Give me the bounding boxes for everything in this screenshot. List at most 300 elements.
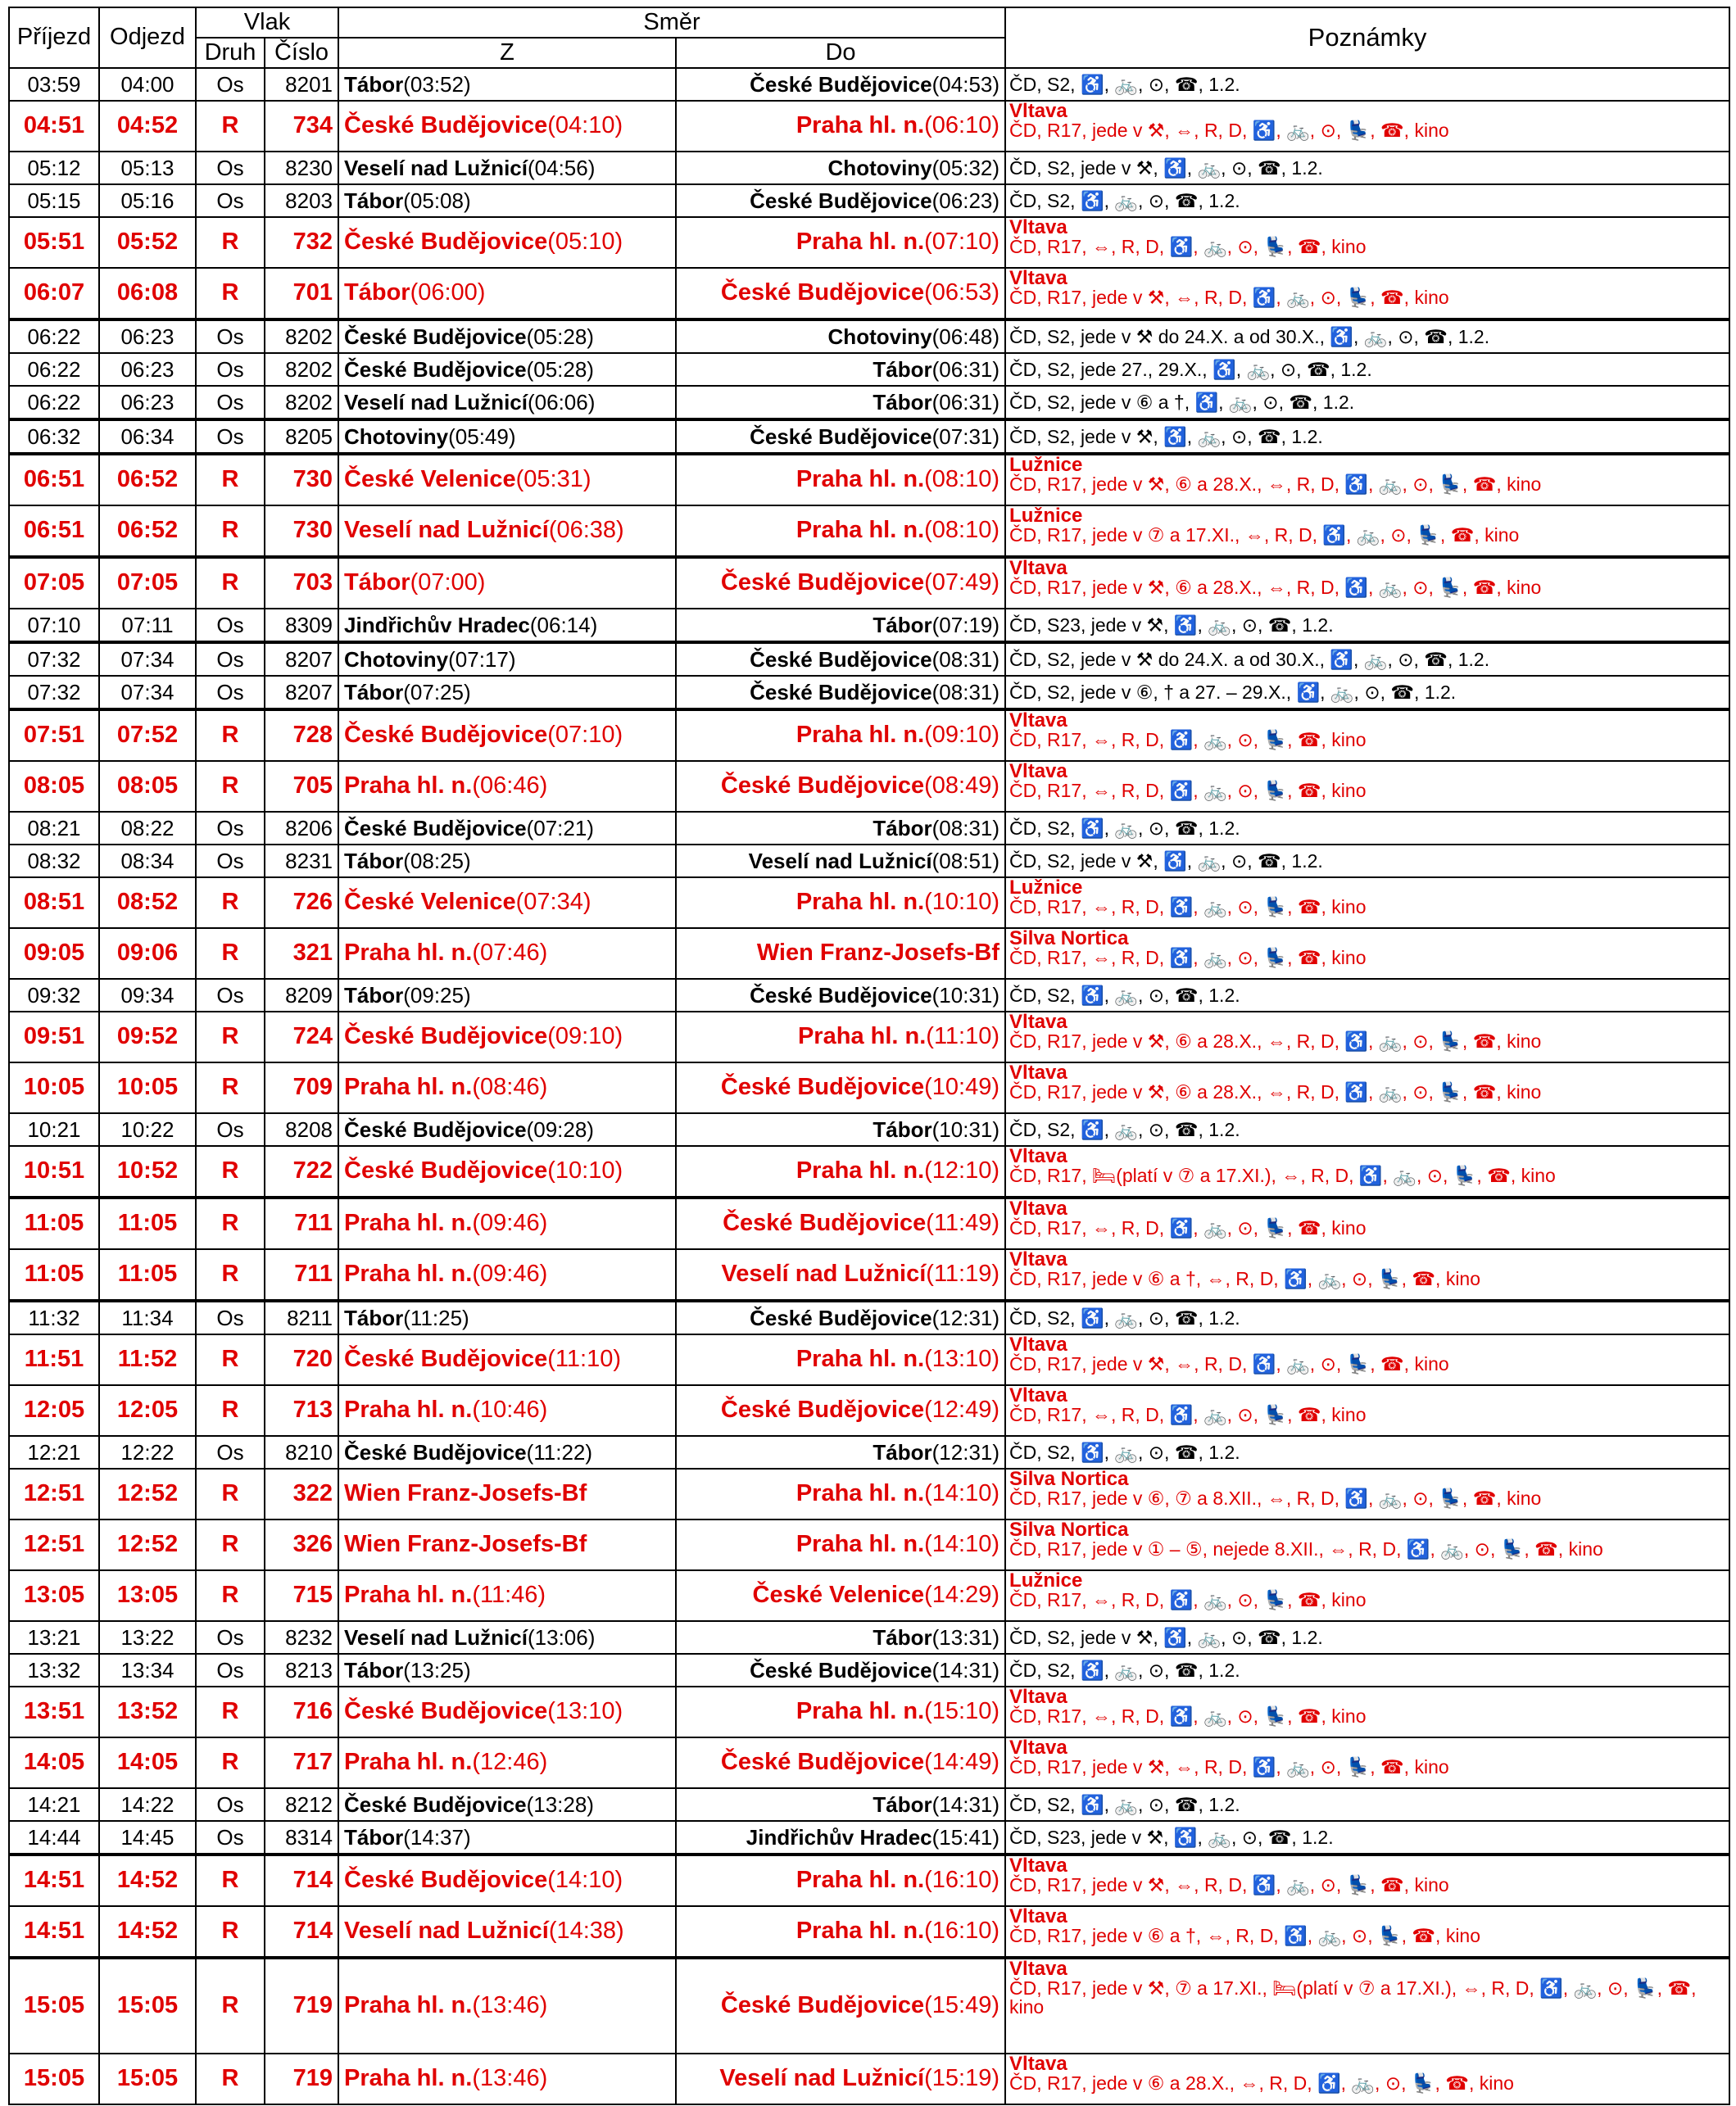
cell-fs: České Budějovice <box>344 1157 548 1184</box>
arrival-time <box>9 217 99 268</box>
cell-ft: (11:10) <box>547 1346 621 1373</box>
to-station <box>676 319 1005 353</box>
from-station <box>338 979 676 1012</box>
cell-note: ČD, R17, jede v ① – ⑤, nejede 8.XII., ⇔, R, D, ♿, 🚲, ⊙, 💺, ☎, kino <box>1009 1538 1603 1560</box>
notes <box>1005 419 1729 454</box>
cell-ft: (05:08) <box>403 188 471 213</box>
cell-arr: 07:51 <box>23 722 85 749</box>
cell-num: 8213 <box>285 1657 333 1683</box>
from-station <box>338 419 676 454</box>
cell-name: Silva Nortica <box>1009 1469 1129 1490</box>
cell-tt: (12:10) <box>924 1157 1000 1184</box>
notes <box>1005 68 1729 101</box>
cell-num: 705 <box>292 772 333 799</box>
train-number <box>265 709 338 761</box>
notes <box>1005 845 1729 877</box>
train-number <box>265 505 338 557</box>
cell-num: 716 <box>292 1698 333 1725</box>
departure-time <box>99 1821 196 1855</box>
cell-ft: (05:49) <box>448 423 516 449</box>
cell-note: ČD, S2, jede v ⑥ a †, ♿, 🚲, ⊙, ☎, 1.2. <box>1009 391 1355 413</box>
cell-dep: 12:52 <box>116 1531 179 1558</box>
notes <box>1005 1788 1729 1821</box>
departure-time <box>99 505 196 557</box>
cell-type: R <box>221 112 239 139</box>
cell-fs: České Budějovice <box>344 722 548 749</box>
cell-tt: (08:10) <box>924 517 1000 544</box>
cell-ts: Veselí nad Lužnicí <box>748 848 932 873</box>
cell-dep: 10:05 <box>116 1074 179 1101</box>
departure-time <box>99 928 196 979</box>
cell-ft: (14:37) <box>403 1824 471 1850</box>
to-station <box>676 101 1005 152</box>
arrival-time <box>9 642 99 676</box>
cell-ts: České Budějovice <box>750 1305 932 1330</box>
cell-num: 717 <box>292 1749 333 1776</box>
notes <box>1005 812 1729 845</box>
departure-time <box>99 1249 196 1301</box>
cell-note: ČD, R17, jede v ⚒, ⑥ a 28.X., ⇔, R, D, ♿, 🚲, ⊙, 💺, ☎, kino <box>1009 1081 1542 1103</box>
to-station <box>676 505 1005 557</box>
from-station <box>338 1113 676 1146</box>
cell-name: Silva Nortica <box>1009 928 1129 949</box>
cell-type: Os <box>216 646 244 672</box>
from-station <box>338 268 676 319</box>
cell-dep: 05:16 <box>120 188 175 213</box>
cell-tt: (14:31) <box>931 1791 1000 1817</box>
cell-note: ČD, R17, jede v ⑥ a †, ⇔, R, D, ♿, 🚲, ⊙, 💺, ☎, kino <box>1009 1925 1481 1946</box>
train-type <box>196 454 265 505</box>
departure-time <box>99 1958 196 2054</box>
train-type <box>196 557 265 609</box>
notes <box>1005 979 1729 1012</box>
train-number <box>265 812 338 845</box>
cell-tt: (11:49) <box>926 1210 1000 1237</box>
cell-ts: Praha hl. n. <box>795 889 925 916</box>
cell-ts: Tábor <box>873 1439 932 1465</box>
from-station <box>338 1821 676 1855</box>
cell-type: R <box>221 1992 239 2019</box>
cell-dep: 14:45 <box>120 1824 175 1850</box>
cell-type: Os <box>216 1791 244 1817</box>
cell-note: ČD, R17, jede v ⚒, ⑥ a 28.X., ⇔, R, D, ♿, 🚲, ⊙, 💺, ☎, kino <box>1009 577 1542 598</box>
notes <box>1005 505 1729 557</box>
to-station <box>676 1687 1005 1737</box>
table-row <box>9 1436 1729 1469</box>
train-number <box>265 1113 338 1146</box>
departure-time <box>99 1334 196 1385</box>
to-station <box>676 1958 1005 2054</box>
departure-time <box>99 1385 196 1436</box>
arrival-time <box>9 1436 99 1469</box>
cell-dep: 11:05 <box>117 1210 178 1237</box>
cell-fs: Tábor <box>344 71 404 97</box>
cell-ft: (05:10) <box>547 229 623 256</box>
cell-dep: 06:23 <box>120 356 175 382</box>
cell-ts: Jindřichův Hradec <box>746 1824 932 1850</box>
cell-fs: České Velenice <box>344 466 516 493</box>
cell-fs: Tábor <box>344 848 404 873</box>
train-number <box>265 1906 338 1958</box>
to-station <box>676 928 1005 979</box>
departure-time <box>99 1469 196 1519</box>
from-station <box>338 1855 676 1906</box>
cell-ts: Praha hl. n. <box>797 1023 927 1050</box>
cell-note: ČD, S2, ♿, 🚲, ⊙, ☎, 1.2. <box>1009 1793 1240 1815</box>
departure-time <box>99 812 196 845</box>
notes <box>1005 709 1729 761</box>
cell-arr: 13:05 <box>23 1582 85 1609</box>
train-type <box>196 812 265 845</box>
cell-type: R <box>221 722 239 749</box>
departure-time <box>99 152 196 184</box>
cell-note: ČD, S23, jede v ⚒, ♿, 🚲, ⊙, ☎, 1.2. <box>1009 614 1334 636</box>
notes <box>1005 319 1729 353</box>
cell-ft: (09:25) <box>403 982 471 1008</box>
cell-tt: (12:31) <box>931 1439 1000 1465</box>
departure-time <box>99 386 196 419</box>
cell-num: 711 <box>294 1210 333 1237</box>
to-station <box>676 268 1005 319</box>
cell-ts: Praha hl. n. <box>795 1480 925 1507</box>
notes <box>1005 1113 1729 1146</box>
train-type <box>196 1906 265 1958</box>
cell-num: 703 <box>292 569 333 596</box>
table-row <box>9 1469 1729 1519</box>
from-station <box>338 1249 676 1301</box>
cell-note: ČD, S2, ♿, 🚲, ⊙, ☎, 1.2. <box>1009 1118 1240 1140</box>
cell-ft: (08:25) <box>403 848 471 873</box>
cell-name: Silva Nortica <box>1009 1519 1129 1541</box>
train-type <box>196 1519 265 1570</box>
cell-type: R <box>221 1698 239 1725</box>
train-number <box>265 1249 338 1301</box>
from-station <box>338 1385 676 1436</box>
cell-name: Lužnice <box>1009 505 1083 527</box>
arrival-time <box>9 1385 99 1436</box>
notes <box>1005 268 1729 319</box>
train-number <box>265 1821 338 1855</box>
notes <box>1005 609 1729 642</box>
cell-note: ČD, S2, jede v ⚒, ♿, 🚲, ⊙, ☎, 1.2. <box>1009 849 1323 872</box>
cell-tt: (14:49) <box>924 1749 1000 1776</box>
train-type <box>196 1301 265 1334</box>
cell-ft: (05:28) <box>526 324 594 349</box>
from-station <box>338 1334 676 1385</box>
from-station <box>338 812 676 845</box>
cell-dep: 11:34 <box>121 1305 174 1330</box>
table-row <box>9 1146 1729 1198</box>
cell-ft: (06:38) <box>548 517 624 544</box>
cell-num: 734 <box>292 112 333 139</box>
notes <box>1005 1906 1729 1958</box>
cell-num: 8231 <box>285 848 333 873</box>
cell-arr: 13:21 <box>27 1624 81 1650</box>
cell-fs: Praha hl. n. <box>344 1992 473 2019</box>
table-row <box>9 928 1729 979</box>
train-type <box>196 845 265 877</box>
cell-dep: 14:52 <box>116 1867 179 1894</box>
arrival-time <box>9 454 99 505</box>
cell-num: 8207 <box>285 679 333 704</box>
train-number <box>265 68 338 101</box>
cell-arr: 08:51 <box>23 889 85 916</box>
departure-time <box>99 877 196 928</box>
cell-fs: Praha hl. n. <box>344 1582 473 1609</box>
arrival-time <box>9 2054 99 2104</box>
cell-arr: 03:59 <box>27 71 81 97</box>
train-number <box>265 1737 338 1788</box>
table-row <box>9 353 1729 386</box>
cell-arr: 07:05 <box>23 569 85 596</box>
cell-note: ČD, S2, jede v ⚒, ♿, 🚲, ⊙, ☎, 1.2. <box>1009 425 1323 447</box>
cell-ts: České Budějovice <box>750 423 932 449</box>
train-number <box>265 979 338 1012</box>
cell-arr: 05:51 <box>23 229 85 256</box>
to-station <box>676 1113 1005 1146</box>
cell-type: R <box>221 772 239 799</box>
cell-type: Os <box>216 423 244 449</box>
cell-type: R <box>221 2065 239 2092</box>
arrival-time <box>9 1334 99 1385</box>
train-type <box>196 642 265 676</box>
cell-name: Vltava <box>1009 2054 1067 2075</box>
notes <box>1005 454 1729 505</box>
cell-type: Os <box>216 1116 244 1142</box>
to-station <box>676 979 1005 1012</box>
to-station <box>676 419 1005 454</box>
table-row <box>9 68 1729 101</box>
cell-num: 8206 <box>285 815 333 840</box>
train-number <box>265 609 338 642</box>
table-row <box>9 676 1729 709</box>
from-station <box>338 505 676 557</box>
train-number <box>265 1687 338 1737</box>
cell-num: 728 <box>292 722 333 749</box>
cell-arr: 09:05 <box>23 940 85 967</box>
from-station <box>338 68 676 101</box>
cell-type: Os <box>216 612 244 637</box>
cell-tt: (06:23) <box>931 188 1000 213</box>
cell-ts: Praha hl. n. <box>795 1918 925 1945</box>
cell-name: Lužnice <box>1009 877 1083 899</box>
departure-time <box>99 845 196 877</box>
cell-ts: Praha hl. n. <box>795 1157 925 1184</box>
departure-time <box>99 1198 196 1249</box>
cell-tt: (14:10) <box>924 1480 1000 1507</box>
cell-ts: České Budějovice <box>720 569 925 596</box>
notes <box>1005 1469 1729 1519</box>
cell-arr: 06:22 <box>27 389 81 414</box>
departure-time <box>99 979 196 1012</box>
arrival-time <box>9 353 99 386</box>
train-number <box>265 1385 338 1436</box>
cell-fs: Chotoviny <box>344 646 449 672</box>
from-station <box>338 1654 676 1687</box>
cell-dep: 12:05 <box>116 1397 179 1424</box>
departure-time <box>99 1621 196 1654</box>
cell-arr: 07:32 <box>27 679 81 704</box>
cell-arr: 07:32 <box>27 646 81 672</box>
cell-ft: (07:46) <box>472 940 548 967</box>
cell-note: ČD, S2, jede v ⚒, ♿, 🚲, ⊙, ☎, 1.2. <box>1009 156 1323 179</box>
departure-time <box>99 353 196 386</box>
cell-dep: 04:52 <box>116 112 179 139</box>
table-row <box>9 1301 1729 1334</box>
departure-time <box>99 2054 196 2104</box>
arrival-time <box>9 1469 99 1519</box>
cell-ft: (11:46) <box>472 1582 546 1609</box>
cell-ft: (09:46) <box>472 1261 548 1288</box>
from-station <box>338 1012 676 1062</box>
cell-type: R <box>221 279 239 306</box>
cell-fs: Praha hl. n. <box>344 940 473 967</box>
cell-arr: 09:32 <box>27 982 81 1008</box>
arrival-time <box>9 877 99 928</box>
arrival-time <box>9 505 99 557</box>
cell-ts: Praha hl. n. <box>795 1698 925 1725</box>
cell-ts: Tábor <box>873 389 932 414</box>
notes <box>1005 386 1729 419</box>
cell-ts: České Budějovice <box>720 1749 925 1776</box>
departure-time <box>99 1687 196 1737</box>
table-row <box>9 1385 1729 1436</box>
arrival-time <box>9 761 99 812</box>
from-station <box>338 353 676 386</box>
train-type <box>196 1958 265 2054</box>
departure-time <box>99 268 196 319</box>
cell-fs: České Budějovice <box>344 1116 527 1142</box>
notes <box>1005 1198 1729 1249</box>
cell-type: Os <box>216 982 244 1008</box>
cell-dep: 14:22 <box>120 1791 175 1817</box>
cell-tt: (06:31) <box>931 356 1000 382</box>
cell-arr: 15:05 <box>23 1992 85 2019</box>
cell-note: ČD, S2, ♿, 🚲, ⊙, ☎, 1.2. <box>1009 1659 1240 1681</box>
cell-num: 8202 <box>285 356 333 382</box>
cell-tt: (13:10) <box>924 1346 1000 1373</box>
table-row <box>9 1570 1729 1621</box>
notes <box>1005 928 1729 979</box>
departure-time <box>99 184 196 217</box>
cell-name: Vltava <box>1009 1012 1067 1033</box>
cell-ts: České Budějovice <box>750 71 932 97</box>
train-number <box>265 557 338 609</box>
train-number <box>265 1062 338 1113</box>
cell-dep: 05:52 <box>116 229 179 256</box>
to-station <box>676 1855 1005 1906</box>
departure-time <box>99 1570 196 1621</box>
departure-time <box>99 1301 196 1334</box>
table-row <box>9 217 1729 268</box>
departure-time <box>99 419 196 454</box>
cell-tt: (11:19) <box>926 1261 1000 1288</box>
departure-timetable <box>8 7 1730 2105</box>
cell-ft: (11:22) <box>526 1439 593 1465</box>
departure-time <box>99 1906 196 1958</box>
from-station <box>338 1958 676 2054</box>
arrival-time <box>9 386 99 419</box>
notes <box>1005 1301 1729 1334</box>
from-station <box>338 2054 676 2104</box>
cell-num: 8207 <box>285 646 333 672</box>
cell-dep: 09:06 <box>116 940 179 967</box>
cell-dep: 07:34 <box>120 679 175 704</box>
cell-name: Vltava <box>1009 761 1067 782</box>
arrival-time <box>9 1621 99 1654</box>
train-type <box>196 68 265 101</box>
train-type <box>196 1113 265 1146</box>
cell-ft: (10:10) <box>547 1157 623 1184</box>
cell-ts: Chotoviny <box>827 155 932 180</box>
train-number <box>265 1146 338 1198</box>
table-row <box>9 1654 1729 1687</box>
cell-dep: 13:34 <box>120 1657 175 1683</box>
table-row <box>9 101 1729 152</box>
cell-num: 719 <box>292 2065 333 2092</box>
to-station <box>676 184 1005 217</box>
cell-dep: 10:22 <box>120 1116 175 1142</box>
notes <box>1005 1334 1729 1385</box>
from-station <box>338 319 676 353</box>
cell-name: Vltava <box>1009 1385 1067 1406</box>
cell-name: Lužnice <box>1009 1570 1083 1592</box>
cell-fs: Tábor <box>344 1305 404 1330</box>
cell-type: R <box>221 1867 239 1894</box>
from-station <box>338 217 676 268</box>
cell-ts: Praha hl. n. <box>795 229 925 256</box>
cell-arr: 11:05 <box>24 1261 84 1288</box>
cell-type: Os <box>216 1305 244 1330</box>
from-station <box>338 1062 676 1113</box>
arrival-time <box>9 557 99 609</box>
cell-arr: 04:51 <box>23 112 85 139</box>
cell-type: R <box>221 1397 239 1424</box>
cell-fs: Tábor <box>344 1657 404 1683</box>
cell-ts: České Budějovice <box>720 1074 925 1101</box>
cell-num: 730 <box>292 517 333 544</box>
header-departure: Odjezd <box>99 7 196 68</box>
cell-ts: Tábor <box>873 612 932 637</box>
cell-ft: (14:38) <box>548 1918 624 1945</box>
train-number <box>265 761 338 812</box>
train-type <box>196 1146 265 1198</box>
departure-time <box>99 1436 196 1469</box>
arrival-time <box>9 419 99 454</box>
train-type <box>196 1570 265 1621</box>
table-row <box>9 1906 1729 1958</box>
cell-num: 719 <box>292 1992 333 2019</box>
cell-num: 724 <box>292 1023 333 1050</box>
cell-note: ČD, S2, ♿, 🚲, ⊙, ☎, 1.2. <box>1009 817 1240 839</box>
cell-num: 8202 <box>285 389 333 414</box>
cell-dep: 06:23 <box>120 324 175 349</box>
from-station <box>338 1301 676 1334</box>
train-number <box>265 319 338 353</box>
cell-note: ČD, S2, jede 27., 29.X., ♿, 🚲, ⊙, ☎, 1.2. <box>1009 358 1372 380</box>
cell-note: ČD, R17, jede v ⚒, ⇔, R, D, ♿, 🚲, ⊙, 💺, ☎, kino <box>1009 1353 1449 1375</box>
from-station <box>338 152 676 184</box>
from-station <box>338 1436 676 1469</box>
cell-ts: Praha hl. n. <box>795 722 925 749</box>
to-station <box>676 386 1005 419</box>
train-type <box>196 152 265 184</box>
train-number <box>265 268 338 319</box>
cell-tt: (14:10) <box>924 1531 1000 1558</box>
cell-name: Lužnice <box>1009 454 1083 476</box>
notes <box>1005 1062 1729 1113</box>
arrival-time <box>9 184 99 217</box>
